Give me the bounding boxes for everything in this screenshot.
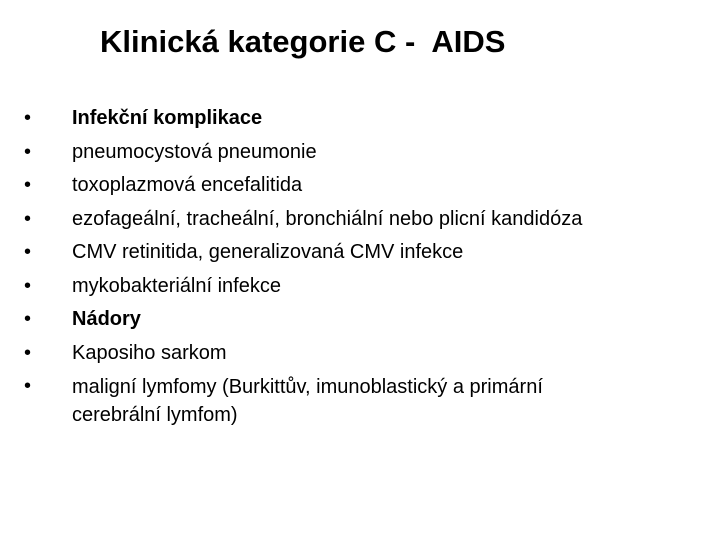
list-item bbox=[24, 169, 704, 203]
list-item bbox=[24, 236, 704, 270]
list-item-text: toxoplazmová encefalitida bbox=[72, 174, 303, 196]
heading-tumors: Nádory bbox=[72, 308, 141, 330]
list-item-text: CMV retinitida, generalizovaná CMV infekce bbox=[72, 241, 464, 263]
bullet-icon: • bbox=[24, 207, 32, 230]
list-item-text: Kaposiho sarkom bbox=[72, 341, 227, 364]
bullet-icon: • bbox=[24, 341, 32, 364]
bullet-icon: • bbox=[24, 308, 32, 330]
list-item bbox=[24, 102, 704, 136]
list-item bbox=[24, 203, 704, 237]
list-item bbox=[24, 136, 704, 170]
bullet-icon: • bbox=[24, 241, 32, 263]
list-item bbox=[24, 337, 704, 371]
list-item bbox=[24, 370, 704, 429]
slide-title: Klinická kategorie C - AIDS bbox=[100, 24, 506, 59]
list-item bbox=[24, 303, 704, 337]
bullet-icon: • bbox=[24, 140, 32, 163]
list-item-text bbox=[72, 370, 704, 429]
bullet-icon: • bbox=[24, 274, 32, 297]
list-item-text: pneumocystová pneumonie bbox=[72, 140, 317, 163]
heading-infections: Infekční komplikace bbox=[72, 107, 263, 129]
bullet-icon: • bbox=[24, 107, 32, 129]
list-item-text: ezofageální, tracheální, bronchiální nebo plicní kandidóza bbox=[72, 207, 583, 230]
list-item-text: mykobakteriální infekce bbox=[72, 274, 281, 297]
list-item bbox=[24, 270, 704, 304]
list-item-text-line2: cerebrální lymfom) bbox=[72, 404, 238, 426]
bullet-list bbox=[24, 102, 704, 429]
bullet-icon: • bbox=[24, 174, 32, 196]
bullet-icon: • bbox=[24, 375, 32, 397]
list-item-text-line1: maligní lymfomy (Burkittův, imunoblastický a primární bbox=[72, 376, 543, 398]
